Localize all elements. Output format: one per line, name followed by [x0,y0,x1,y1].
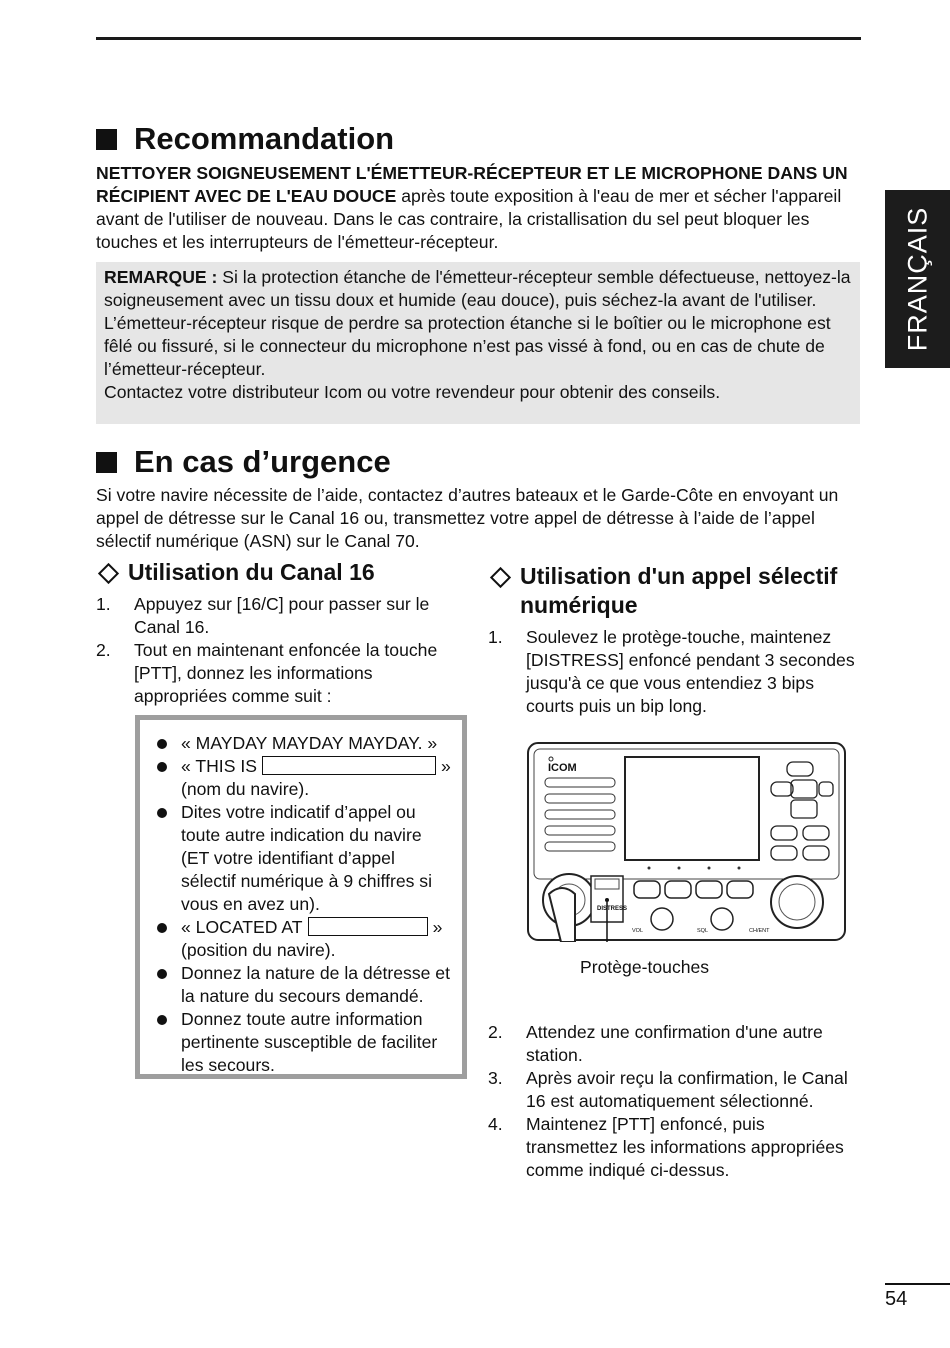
recommandation-body: après toute exposition à l'eau de mer et sécher l'appareil avant de l'utiliser de nouveau. Dans le cas contraire, la cristallisation du sel peut bloquer les touches et les interrupteurs de l'émetteur-récepteur. [96,186,842,252]
chent-label: CH/ENT [749,928,770,934]
list-item: 2. Tout en maintenant enfoncée la touche [PTT], donnez les informations appropriées comme suit : [96,640,438,706]
bullet-dot-icon [157,739,167,749]
brand-logo: ICOM [548,762,577,774]
position-blank [308,917,428,936]
bullet-dot-icon [157,923,167,933]
vol-label: VOL [632,928,644,934]
canal16-steps [96,593,466,708]
remarque-line1: Si la protection étanche de l'émetteur-récepteur semble défectueuse, nettoyez-la soigneusement avec un tissu doux et humide (eau douce), puis séchez-la avant de l'utiliser. [104,267,851,310]
square-bullet-icon [96,452,117,473]
bullet-dot-icon [157,808,167,818]
remarque-label: REMARQUE : [104,267,218,287]
asn-step-1 [488,626,858,718]
bullet-dot-icon [157,969,167,979]
list-item: Dites votre indicatif d’appel ou toute autre indication du navire (ET votre identifiant d’appel sélectif numérique à 9 chiffres si vous en avez un). [154,801,454,916]
subsection-title-canal16: Utilisation du Canal 16 [96,558,466,587]
language-tab-label: FRANÇAIS [902,206,932,352]
bullet-dot-icon [157,762,167,772]
diamond-outline-icon [98,563,119,584]
remarque-line3: Contactez votre distributeur Icom ou votre revendeur pour obtenir des conseils. [104,382,721,402]
radio-front-panel-illustration [527,742,847,942]
list-item: 1. Appuyez sur [16/C] pour passer sur le Canal 16. [96,594,430,637]
asn-steps-after [488,1021,860,1182]
list-item: 1. Soulevez le protège-touche, maintenez [DISTRESS] enfoncé pendant 3 secondes jusqu'à ce que vous entendiez 3 bips courts puis un bip long. [488,627,855,716]
list-item: 3. Après avoir reçu la confirmation, le Canal 16 est automatiquement sélectionné. [488,1068,848,1111]
list-item: « LOCATED AT » (position du navire). [154,916,454,962]
bullet-dot-icon [157,1015,167,1025]
list-item: 4. Maintenez [PTT] enfoncé, puis transmettez les informations appropriées comme indiqué ci-dessus. [488,1114,844,1180]
square-bullet-icon [96,129,117,150]
section-title-urgence: En cas d’urgence [96,444,391,480]
list-item: « THIS IS » (nom du navire). [154,755,454,801]
remarque-line2: L’émetteur-récepteur risque de perdre sa protection étanche si le boîtier ou le microphone est fêlé ou fissuré, si le connecteur du microphone n’est pas vissé à fond, ou en cas de chute de l’émetteur-récepteur. [104,313,831,379]
section-title-recommandation: Recommandation [96,121,394,157]
figure-caption: Protège-touches [580,957,710,977]
subsection-title-asn: Utilisation d'un appel sélectif numérique [488,562,873,620]
distress-key-label: DISTRESS [597,906,628,912]
remarque-box [96,262,860,424]
urgence-intro: Si votre navire nécessite de l’aide, contactez d’autres bateaux et le Garde-Côte en envoyant un appel de détresse sur le Canal 16 ou, transmettez votre appel de détresse à l’aide de l’appel sélectif numérique (ASN) sur le Canal 70. [96,485,839,551]
list-item: « MAYDAY MAYDAY MAYDAY. » [154,732,454,755]
list-item: 2. Attendez une confirmation d'une autre station. [488,1022,823,1065]
mayday-procedure-box [135,715,467,1079]
diamond-outline-icon [490,567,511,588]
sql-label: SQL [697,928,709,934]
language-tab [885,190,950,368]
page-number-rule [885,1283,950,1285]
vessel-name-blank [262,756,436,775]
recommandation-bold-lead: NETTOYER SOIGNEUSEMENT L'ÉMETTEUR-RÉCEPTEUR ET LE MICROPHONE DANS UN RÉCIPIENT AVEC DE L'EAU DOUCE [96,163,848,206]
list-item: Donnez la nature de la détresse et la nature du secours demandé. [154,962,454,1008]
top-rule [96,37,861,40]
page-number: 54 [885,1288,908,1310]
list-item: Donnez toute autre information pertinente susceptible de faciliter les secours. [154,1008,454,1077]
recommandation-paragraph [96,162,862,254]
